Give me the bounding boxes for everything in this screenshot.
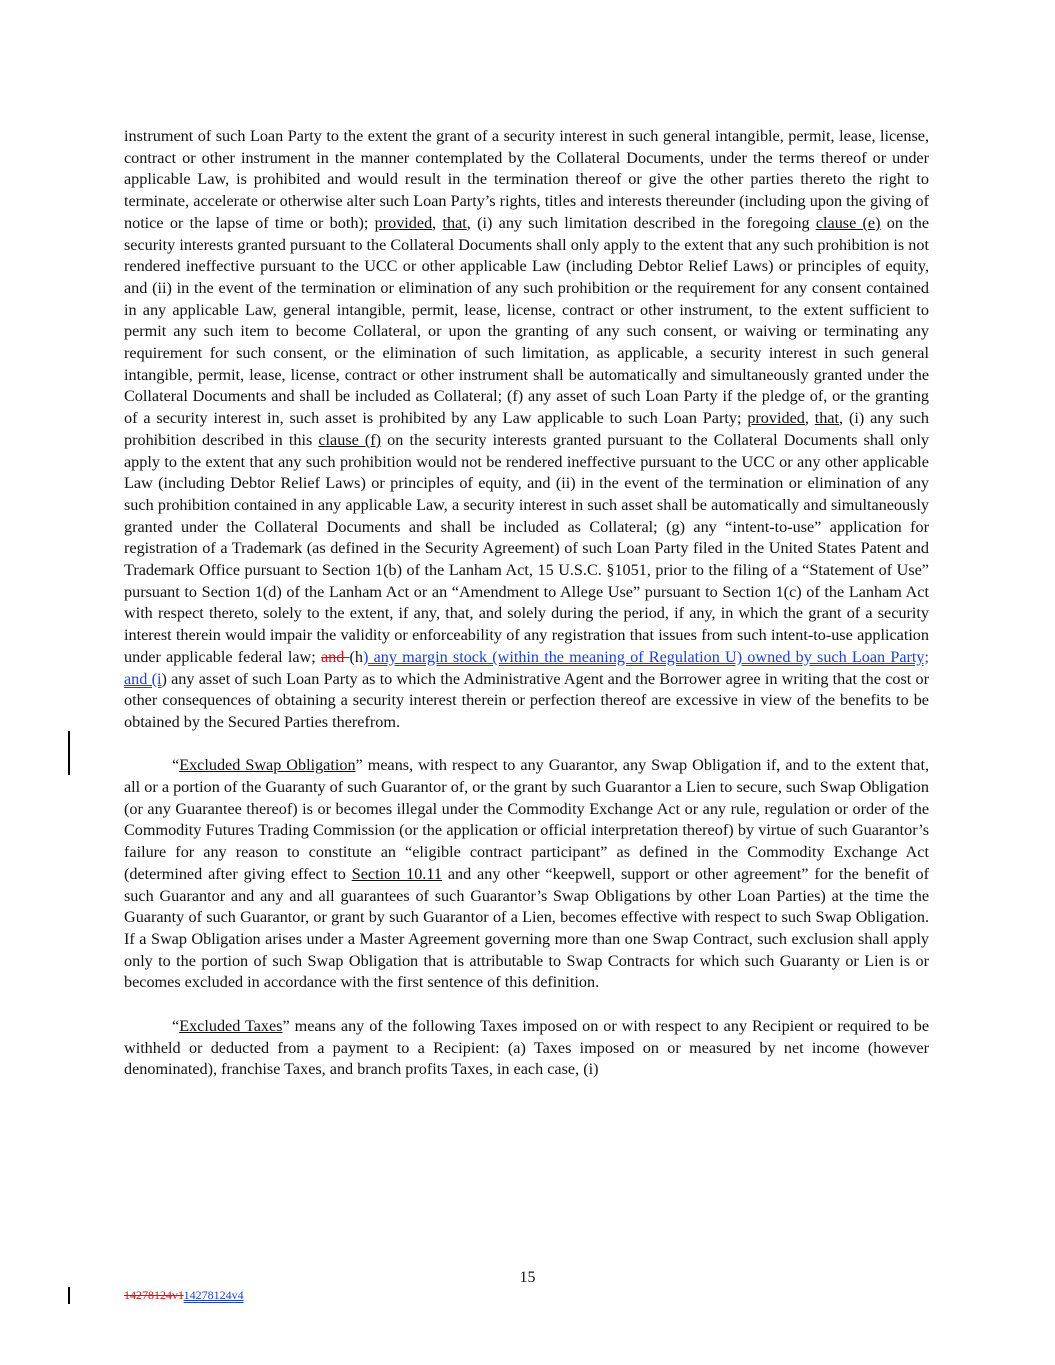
text-run: on the security interests granted pursuant to the Collateral Documents shall only apply to the extent that any such prohibition would not be rendered ineffective pursuant to the UCC or any other applicable Law (including Debtor Relief Laws) or principles of equity, and (ii) in the event of the termination or elimination of any such prohibition contained in any applicable Law, a security interest in such asset shall be automatically and simultaneously granted under the Collateral Documents and shall be included as Collateral; (g) any “intent-to-use” application for registration of a Trademark (as defined in the Security Agreement) of such Loan Party filed in the United States Patent and Trademark Office pursuant to Section 1(b) of the Lanham Act, 15 U.S.C. §1051, prior to the filing of a “Statement of Use” pursuant to Section 1(d) of the Lanham Act or an “Amendment to Allege Use” pursuant to Section 1(c) of the Lanham Act with respect thereto, solely to the extent, if any, that, and solely during the period, if any, in which the grant of a security interest therein would impair the validity or enforceability of any registration that issues from such intent-to-use application under applicable federal law; [124, 430, 929, 666]
deleted-doc-id: 14278124v1 [124, 1288, 184, 1302]
text-run: , (i) any such limitation described in the foregoing [466, 213, 816, 232]
defined-term: Excluded Swap Obligation [179, 756, 356, 775]
that-term: that [814, 409, 840, 428]
clause-e-reference: clause (e) [815, 213, 881, 232]
document-id [124, 1288, 244, 1303]
text-run: ) any asset of such Loan Party as to which the Administrative Agent and the Borrower agree in writing that the cost or other consequences of obtaining a security interest therein or perfection thereof are excessive in view of the benefits to be obtained by the Secured Parties therefrom. [124, 669, 929, 731]
text-run: instrument of such Loan Party to the extent the grant of a security interest in such general intangible, permit, lease, license, contract or other instrument in the manner contemplated by the Collateral Documents, under the terms thereof or under applicable Law, is prohibited and would result in the termination thereof or give the other parties thereto the right to terminate, accelerate or otherwise alter such Loan Party’s rights, titles and interests thereunder (including upon the giving of notice or the lapse of time or both); [124, 127, 929, 232]
text-run: ” means any of the following Taxes imposed on or with respect to any Recipient or required to be withheld or deducted from a payment to a Recipient: (a) Taxes imposed on or measured by net income (however denominated), franchise Taxes, and branch profits Taxes, in each case, (i) [124, 1016, 930, 1079]
definition-excluded-taxes [124, 1016, 929, 1081]
text-run: “ [172, 1016, 180, 1035]
text-run: , [804, 409, 815, 428]
that-term: that [442, 213, 467, 232]
text-run: ” means, with respect to any Guarantor, any Swap Obligation if, and to the extent that, all or a portion of the Guaranty of such Guarantor of, or the grant by such Guarantor a Lien to secure, such Swap Obligation (or any Guarantee thereof) is or becomes illegal under the Commodity Exchange Act or any rule, regulation or order of the Commodity Futures Trading Commission (or the application or official interpretation thereof) by virtue of such Guarantor’s failure for any reason to constitute an “eligible contract participant” as defined in the Commodity Exchange Act (determined after giving effect to [124, 756, 929, 883]
text-run: (h [349, 647, 363, 666]
text-run: , [432, 213, 443, 232]
text-run: “ [172, 756, 180, 775]
inserted-doc-id: 14278124v4 [183, 1288, 244, 1302]
change-bar [68, 731, 70, 775]
text-run: , (i) any such prohibition described in this [124, 409, 929, 449]
page-number: 15 [519, 1269, 536, 1286]
definition-excluded-swap-obligation [124, 755, 929, 994]
section-reference: Section 10.11 [351, 864, 442, 883]
text-run: on the security interests granted pursuant to the Collateral Documents shall only apply to the extent that any such prohibition is not rendered ineffective pursuant to the UCC or other applicable Law (including Debtor Relief Laws) or principles of equity, and (ii) in the event of the termination or elimination of any such prohibition or the requirement for any consent contained in any applicable Law, general intangible, permit, lease, license, contract or other instrument, to the extent sufficient to permit any such item to become Collateral, or upon the granting of any such consent, or waiving or terminating any requirement for such consent, or the elimination of such limitation, as applicable, a security interest in such general intangible, permit, lease, license, contract or other instrument shall be automatically and simultaneously granted under the Collateral Documents and shall be included as Collateral; (f) any asset of such Loan Party if the pledge of, or the granting of a security interest in, such asset is prohibited by any Law applicable to such Loan Party; [124, 213, 930, 428]
provided-term: provided [374, 213, 433, 232]
deleted-revision: and [320, 647, 350, 666]
change-bar-footer [68, 1287, 70, 1304]
paragraph-collateral-exclusions [124, 126, 929, 734]
defined-term: Excluded Taxes [179, 1016, 283, 1035]
text-run: and any other “keepwell, support or other agreement” for the benefit of such Guarantor and any and all guarantees of such Guarantor’s Swap Obligations by other Loan Parties) at the time the Guaranty of such Guarantor, or grant by such Guarantor of a Lien, becomes effective with respect to such Swap Obligation. If a Swap Obligation arises under a Master Agreement governing more than one Swap Contract, such exclusion shall apply only to the portion of such Swap Obligation that is attributable to Swap Contracts for which such Guaranty or Lien is or becomes excluded in accordance with the first sentence of this definition. [124, 864, 929, 992]
inserted-revision: ) any margin stock (within the meaning of Regulation U) owned by such Loan Party; and (i [124, 647, 930, 688]
clause-f-reference: clause (f) [318, 430, 382, 449]
document-body [124, 126, 929, 1081]
provided-term: provided [747, 409, 805, 428]
